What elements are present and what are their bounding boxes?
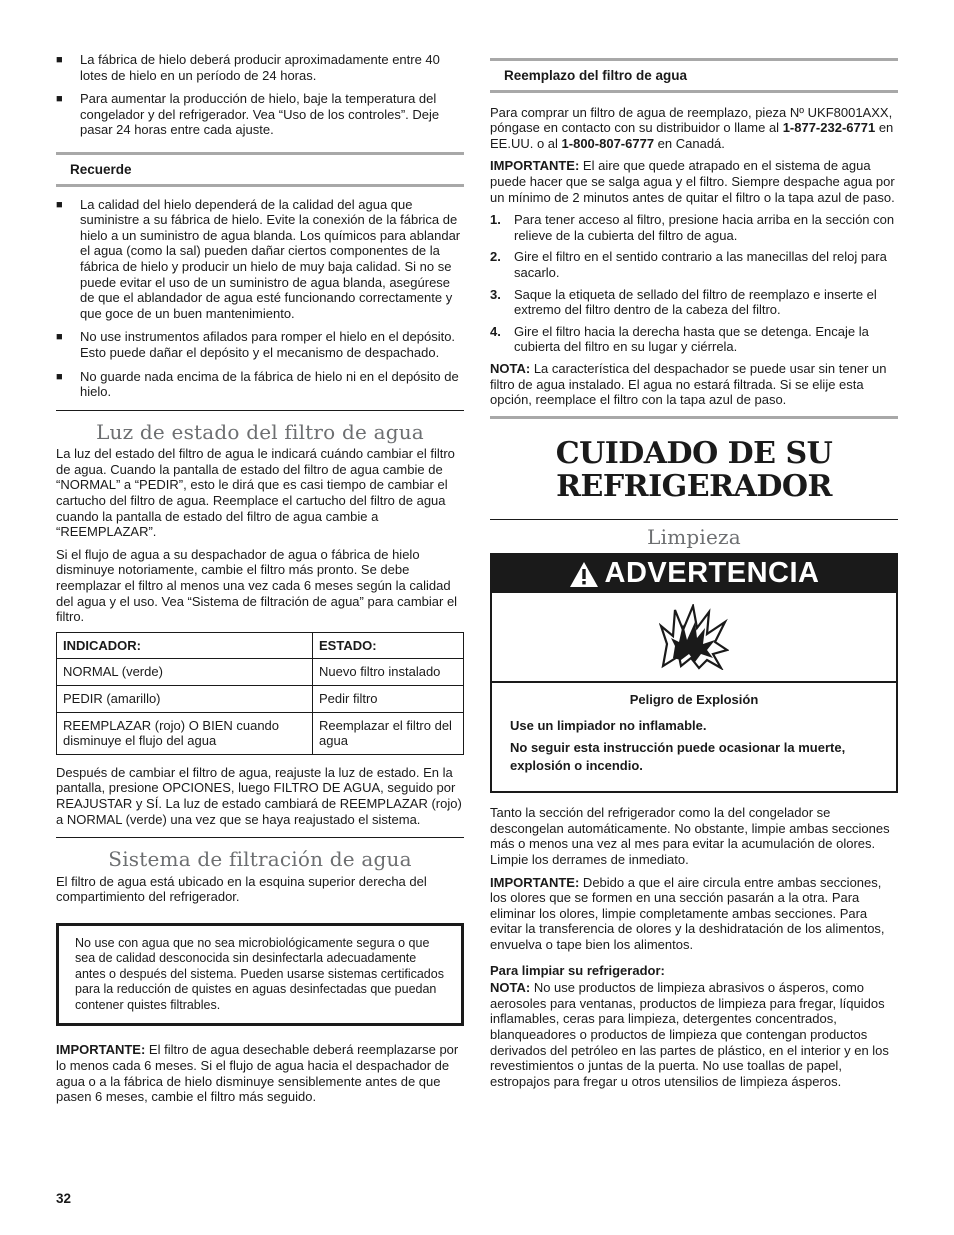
square-bullet-icon: ■ [56,93,63,106]
table-cell: Pedir filtro [313,686,464,713]
divider [56,837,464,838]
table-cell: PEDIR (amarillo) [57,686,313,713]
reemplazo-heading: Reemplazo del filtro de agua [490,61,898,93]
section-title-limpieza: Limpieza [647,524,741,549]
list-item: ■ No guarde nada encima de la fábrica de hielo ni en el depósito de hielo. [56,368,459,400]
square-bullet-icon: ■ [56,198,63,211]
table-cell: NORMAL (verde) [57,659,313,686]
paragraph: NOTA: La característica del despachador se puede usar sin tener un filtro de agua instalado. El agua no estará filtrada. Si se elije esta opción, reemplace el filtro con la tapa azul de paso. [490,360,887,408]
paragraph: NOTA: No use productos de limpieza abrasivos o ásperos, como aerosoles para ventanas, productos de limpieza para fregar, líquidos inflamables, ceras para limpieza, detergentes concentrados, blanqueadores o productos de limpieza que contengan productos derivados del petróleo en las partes de plástico, en el interior y en los revestimientos o juntas de la puerta. No use toallas de papel, estropajos para fregar u otros utensilios de limpieza ásperos. [490,980,889,1089]
table-cell: Reemplazar el filtro del agua [313,712,464,754]
table-row [57,686,464,713]
para-limpiar-heading: Para limpiar su refrigerador: [490,962,665,978]
steps-list [490,212,898,355]
right-column [490,52,898,1096]
table-row [57,712,464,754]
warning-title: Peligro de Explosión [629,692,759,708]
paragraph: El filtro de agua está ubicado en la esquina superior derecha del compartimiento del refrigerador. [56,873,427,905]
list-item: 1. Para tener acceso al filtro, presione hacia arriba en la sección con relieve de la cubierta del filtro de agua. [490,212,895,243]
importante-label: IMPORTANTE: [56,1042,146,1058]
left-column [56,52,464,1112]
warning-box [490,553,898,793]
phone-ca: 1-800-807-6777 [561,135,655,151]
chapter-title: CUIDADO DE SU REFRIGERADOR [555,435,833,504]
square-bullet-icon: ■ [56,331,63,344]
list-item: 3. Saque la etiqueta de sellado del filtro de reemplazo e inserte el extremo del filtro dentro de la cabeza del filtro. [490,286,877,318]
notice-box: No use con agua que no sea microbiológicamente segura o que sea de calidad desconocida sin desinfectarla adecuadamente antes o después del sistema. Pueden usarse sistemas certificados para la reducción de quistes en aguas desinfectadas que puedan contener quistes filtrables. [56,923,464,1027]
table-cell: Nuevo filtro instalado [313,659,464,686]
phone-us: 1-877-232-6771 [782,120,876,136]
divider [490,416,898,419]
warning-body: Peligro de Explosión Use un limpiador no inflamable. No seguir esta instrucción puede ocasionar la muerte, explosión o incendio. [492,683,896,791]
table-row [57,659,464,686]
divider [56,410,464,411]
paragraph: Para comprar un filtro de agua de reemplazo, pieza Nº UKF8001AXX, póngase en contacto con su distribuidor o llame al 1-877-232-6771 en EE.UU. o al 1-800-807-6777 en Canadá. [490,104,894,151]
recuerde-heading: Recuerde [56,155,464,187]
list-item: ■ Para aumentar la producción de hielo, baje la temperatura del congelador y del refrigerador. Vea “Uso de los controles”. Deje pasar 24 horas entre cada ajuste. [56,91,440,138]
paragraph: IMPORTANTE: El filtro de agua desechable deberá reemplazarse por lo menos cada 6 meses. Si el flujo de agua hacia el despachador de agua o a la fábrica de hielo disminuye sensiblemente antes de que pasen 6 meses, cambie el filtro más seguido. [56,1042,459,1105]
table-header: ESTADO: [313,632,464,659]
table-header: INDICADOR: [57,632,313,659]
paragraph: IMPORTANTE: Debido a que el aire circula entre ambas secciones, los olores que se formen en una sección pasarán a la otra. Para eliminar los olores, limpie completamente ambas secciones. Para evitar la transferencia de olores y la deshidratación de los alimentos, envuelva o tape bien los alimentos. [490,874,885,953]
paragraph: La luz del estado del filtro de agua le indicará cuándo cambiar el filtro de agua. Cuando la pantalla de estado del filtro de agua cambie de “NORMAL” a “PEDIR”, esto le dirá que es casi tiempo de cambiar el cartucho del filtro de agua. Reemplace el cartucho del filtro de agua cuando la pantalla de estado del filtro de agua cambie a “REEMPLAZAR”. [56,446,455,540]
list-item: ■ La calidad del hielo dependerá de la calidad del agua que suministre a su fábrica de hielo. Evite la conexión de la fábrica de hielo a un suministro de agua blanda. Los químicos para ablandar el agua (como la sal) pueden dañar ciertos componentes de la fábrica de hielo y producir un hielo de muy baja calidad. Si no se puede evitar el uso de un suministro de agua blanda, asegúrese de que el ablandador de agua esté funcionando correctamente y que goce de un buen mantenimiento. [56,196,461,321]
divider [490,519,898,520]
list-item: ■ La fábrica de hielo deberá producir aproximadamente entre 40 lotes de hielo en un período de 24 horas. [56,52,440,83]
page-number: 32 [56,1191,72,1206]
section-title-luz: Luz de estado del filtro de agua [96,419,424,444]
warning-triangle-icon [569,561,599,588]
square-bullet-icon: ■ [56,54,63,66]
list-item: ■ No use instrumentos afilados para romper el hielo en el depósito. Esto puede dañar el depósito y el mecanismo de despachado. [56,329,456,360]
paragraph: Después de cambiar el filtro de agua, reajuste la luz de estado. En la pantalla, presione OPCIONES, luego FILTRO DE AGUA, seguido por REAJUSTAR y SÍ. La luz de estado cambiará de REEMPLAZAR (rojo) a NORMAL (verde) una vez que se haya reajustado el sistema. [56,764,462,827]
list-item: 2. Gire el filtro en el sentido contrario a las manecillas del reloj para sacarlo. [490,249,887,280]
paragraph: Si el flujo de agua a su despachador de agua o fábrica de hielo disminuye notoriamente, cambie el filtro más pronto. Se debe reemplazar el filtro al menos una vez cada 6 meses según la calidad del agua y el uso. Vea “Sistema de filtración de agua” para cambiar el filtro. [56,546,458,625]
paragraph: IMPORTANTE: El aire que quede atrapado en el sistema de agua puede hacer que se salga agua y el filtro. Siempre despache agua por un mínimo de 2 minutos antes de quitar el filtro o la tapa azul de paso. [490,158,895,205]
table-cell: REEMPLAZAR (rojo) O BIEN cuando disminuye el flujo del agua [57,712,313,754]
square-bullet-icon: ■ [56,370,63,383]
warning-header: ADVERTENCIA [492,555,896,593]
table-header-row [57,632,464,659]
explosion-icon [492,593,896,683]
status-table [56,632,464,755]
list-item: 4. Gire el filtro hacia la derecha hasta que se detenga. Encaje la cubierta del filtro en su lugar y ciérrela. [490,323,869,355]
section-title-sistema: Sistema de filtración de agua [108,847,412,872]
paragraph: Tanto la sección del refrigerador como la del congelador se descongelan automáticamente. No obstante, limpie ambas secciones más o menos una vez al mes para evitar la acumulación de olores. Limpie los derrames de inmediato. [490,805,890,868]
